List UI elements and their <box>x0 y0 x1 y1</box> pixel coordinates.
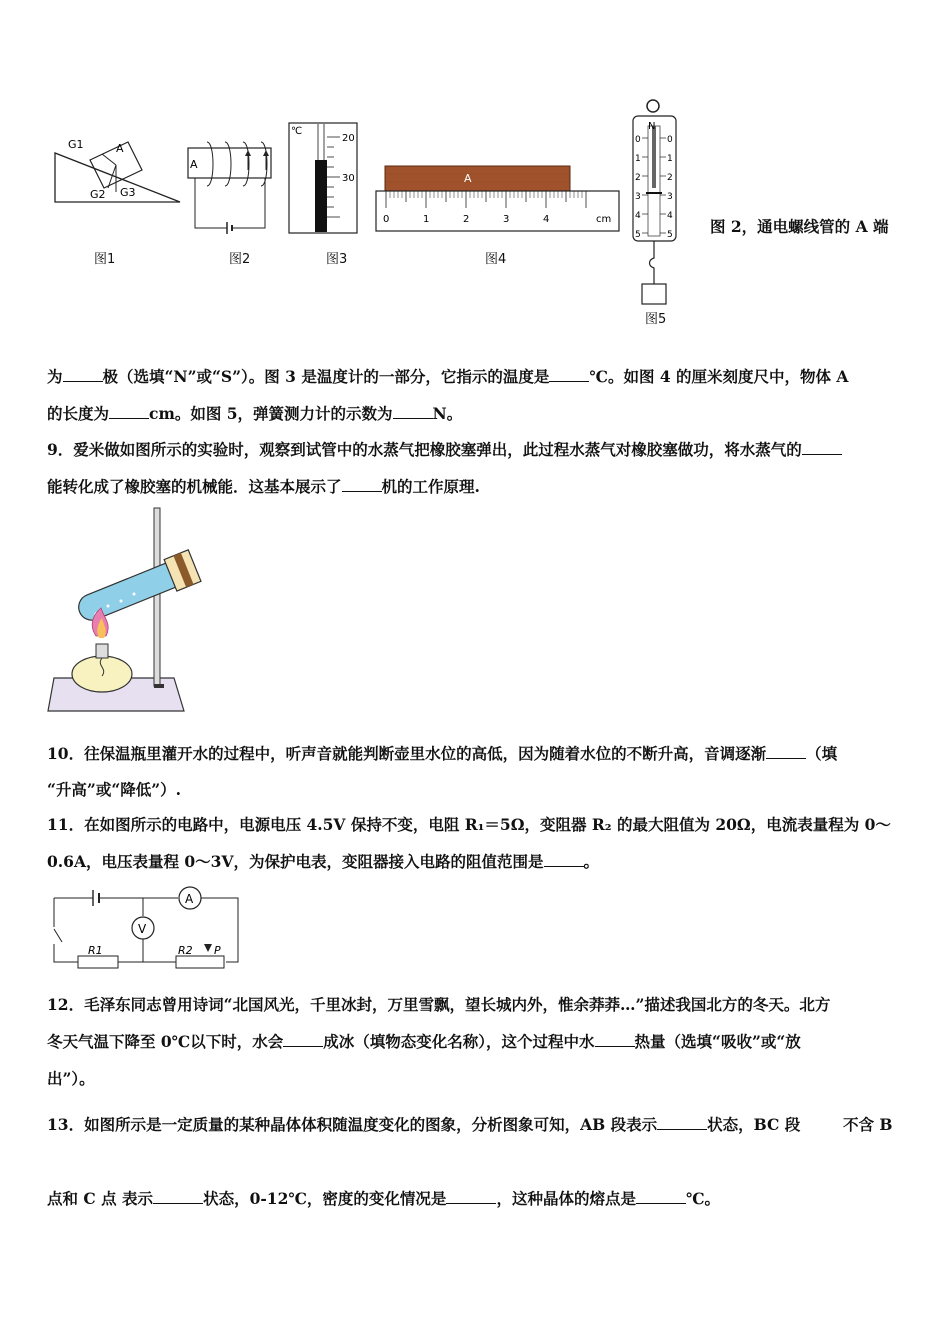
fig5-right-tick-4: 4 <box>667 211 673 221</box>
fig3-tick-30: 30 <box>342 173 355 184</box>
q11-blank-range[interactable] <box>544 852 584 867</box>
fig3-tick-20: 20 <box>342 133 355 144</box>
q12-line2-a: 冬天气温下降至 0℃以下时，水会 <box>47 1032 284 1051</box>
fig4-label-a: A <box>464 172 472 185</box>
q9-line2 <box>47 475 480 497</box>
q11-voltmeter-label: V <box>138 922 147 936</box>
figure-2-solenoid <box>185 138 275 238</box>
fig1-label-g2: G2 <box>90 188 106 201</box>
q13-line1-b: 状态，BC 段 <box>707 1115 801 1134</box>
q13-line2-c: 状态，0-12℃，密度的变化情况是 <box>203 1189 447 1208</box>
q13-blank-density[interactable] <box>446 1189 496 1204</box>
q8-blank-pole[interactable] <box>63 367 103 382</box>
fig2-caption: 图2 <box>229 252 251 267</box>
q8-tail: 图 2，通电螺线管的 A 端 <box>710 217 889 236</box>
q11-line2-b: 。 <box>583 852 600 871</box>
q13-blank-bc[interactable] <box>153 1189 203 1204</box>
figure-3-thermometer <box>288 122 360 237</box>
fig5-right-tick-3: 3 <box>667 192 673 202</box>
q13-line2-d: ，这种晶体的熔点是 <box>496 1189 636 1208</box>
q9-line2-b: 机的工作原理. <box>381 477 480 496</box>
q9-line2-a: 能转化成了橡胶塞的机械能．这基本展示了 <box>47 477 342 496</box>
q11-p-label: P <box>214 944 221 957</box>
q11-line2 <box>47 850 599 872</box>
fig5-left-tick-2: 2 <box>635 173 641 183</box>
q8-line1-a: 为 <box>47 367 63 386</box>
fig5-top-label: N <box>648 121 656 132</box>
q8-blank-temp[interactable] <box>549 367 589 382</box>
q11-r1-label: R1 <box>88 944 103 957</box>
q12-line3: 出”）。 <box>47 1069 95 1088</box>
q12-line1: 12．毛泽东同志曾用诗词“北国风光，千里冰封，万里雪飘，望长城内外，惟余莽莽…”描述我国北方的冬天。北方 <box>47 995 831 1014</box>
q13-line2-a: 点和 C 点 <box>47 1189 117 1208</box>
q10-line1-b: （填 <box>806 744 838 763</box>
q9-figure-test-tube <box>46 506 206 716</box>
fig5-left-tick-1: 1 <box>635 154 641 164</box>
q13-line1 <box>47 1113 800 1135</box>
q10-line1 <box>47 742 837 764</box>
q10-line2: “升高”或“降低”）. <box>47 780 182 799</box>
q11-line1: 11．在如图所示的电路中，电源电压 4.5V 保持不变，电阻 R₁＝5Ω，变阻器 R₂ 的最大阻值为 20Ω，电流表量程为 0～ <box>47 815 891 834</box>
q10-blank-pitch[interactable] <box>766 744 806 759</box>
q13-blank-ab[interactable] <box>657 1115 707 1130</box>
q8-line1 <box>47 365 848 387</box>
q8-line1-b: 极（选填“N”或“S”）。图 3 是温度计的一部分，它指示的温度是 <box>102 367 550 386</box>
fig5-caption: 图5 <box>645 312 667 327</box>
fig5-right-tick-1: 1 <box>667 154 673 164</box>
fig4-tick-2: 2 <box>463 214 470 225</box>
figure-1-incline <box>50 130 185 210</box>
q8-line2-c: N。 <box>432 404 463 423</box>
fig4-tick-0: 0 <box>383 214 390 225</box>
figure-4-ruler <box>374 164 624 234</box>
fig5-right-tick-5: 5 <box>667 230 673 240</box>
fig4-unit: cm <box>596 214 612 225</box>
q9-line1-text: 9．爱米做如图所示的实验时，观察到试管中的水蒸气把橡胶塞弹出，此过程水蒸气对橡胶塞做功，将水蒸气的 <box>47 440 802 459</box>
q8-line2-b: cm。如图 5，弹簧测力计的示数为 <box>149 404 393 423</box>
fig4-caption: 图4 <box>485 252 507 267</box>
q8-line2 <box>47 402 462 424</box>
q9-blank-energy[interactable] <box>802 440 842 455</box>
fig4-tick-4: 4 <box>543 214 550 225</box>
q8-blank-force[interactable] <box>393 404 433 419</box>
fig4-tick-1: 1 <box>423 214 430 225</box>
q13-line2-e: ℃。 <box>685 1189 721 1208</box>
q13-line1-c: 不含 B <box>843 1115 893 1134</box>
q13-line2 <box>47 1187 720 1209</box>
q12-blank-change[interactable] <box>283 1032 323 1047</box>
fig5-left-tick-5: 5 <box>635 230 641 240</box>
q13-line1-a: 13．如图所示是一定质量的某种晶体体积随温度变化的图象，分析图象可知，AB 段表示 <box>47 1115 658 1134</box>
q12-blank-heat[interactable] <box>595 1032 635 1047</box>
fig5-left-tick-0: 0 <box>635 135 641 145</box>
q11-ammeter-label: A <box>185 892 194 906</box>
q8-blank-length[interactable] <box>109 404 149 419</box>
q12-line2-b: 成冰（填物态变化名称），这个过程中水 <box>323 1032 595 1051</box>
fig2-label-a: A <box>190 158 198 171</box>
fig1-label-g3: G3 <box>120 186 136 199</box>
q12-line2-c: 热量（选填“吸收”或“放 <box>634 1032 801 1051</box>
fig5-right-tick-2: 2 <box>667 173 673 183</box>
q11-line2-a: 0.6A，电压表量程 0～3V，为保护电表，变阻器接入电路的阻值范围是 <box>47 852 544 871</box>
q11-r2-label: R2 <box>178 944 193 957</box>
q11-figure-circuit <box>48 882 243 972</box>
fig1-caption: 图1 <box>94 252 116 267</box>
fig1-label-a: A <box>116 142 124 155</box>
fig5-left-tick-3: 3 <box>635 192 641 202</box>
q13-blank-melting-point[interactable] <box>636 1189 686 1204</box>
q10-line1-a: 10．往保温瓶里灌开水的过程中，听声音就能判断壶里水位的高低，因为随着水位的不断升高，音调逐渐 <box>47 744 767 763</box>
q9-line1 <box>47 438 842 460</box>
q8-line1-c: ℃。如图 4 的厘米刻度尺中，物体 A <box>589 367 849 386</box>
fig3-unit: ℃ <box>291 126 303 137</box>
fig5-right-tick-0: 0 <box>667 135 673 145</box>
fig5-left-tick-4: 4 <box>635 211 641 221</box>
q12-line2 <box>47 1030 801 1052</box>
fig1-label-g1: G1 <box>68 138 84 151</box>
fig4-tick-3: 3 <box>503 214 510 225</box>
figure-5-spring-scale <box>628 98 683 310</box>
q9-blank-engine[interactable] <box>342 477 382 492</box>
q13-line2-b: 表示 <box>122 1189 154 1208</box>
fig3-caption: 图3 <box>326 252 348 267</box>
q8-line2-a: 的长度为 <box>47 404 110 423</box>
